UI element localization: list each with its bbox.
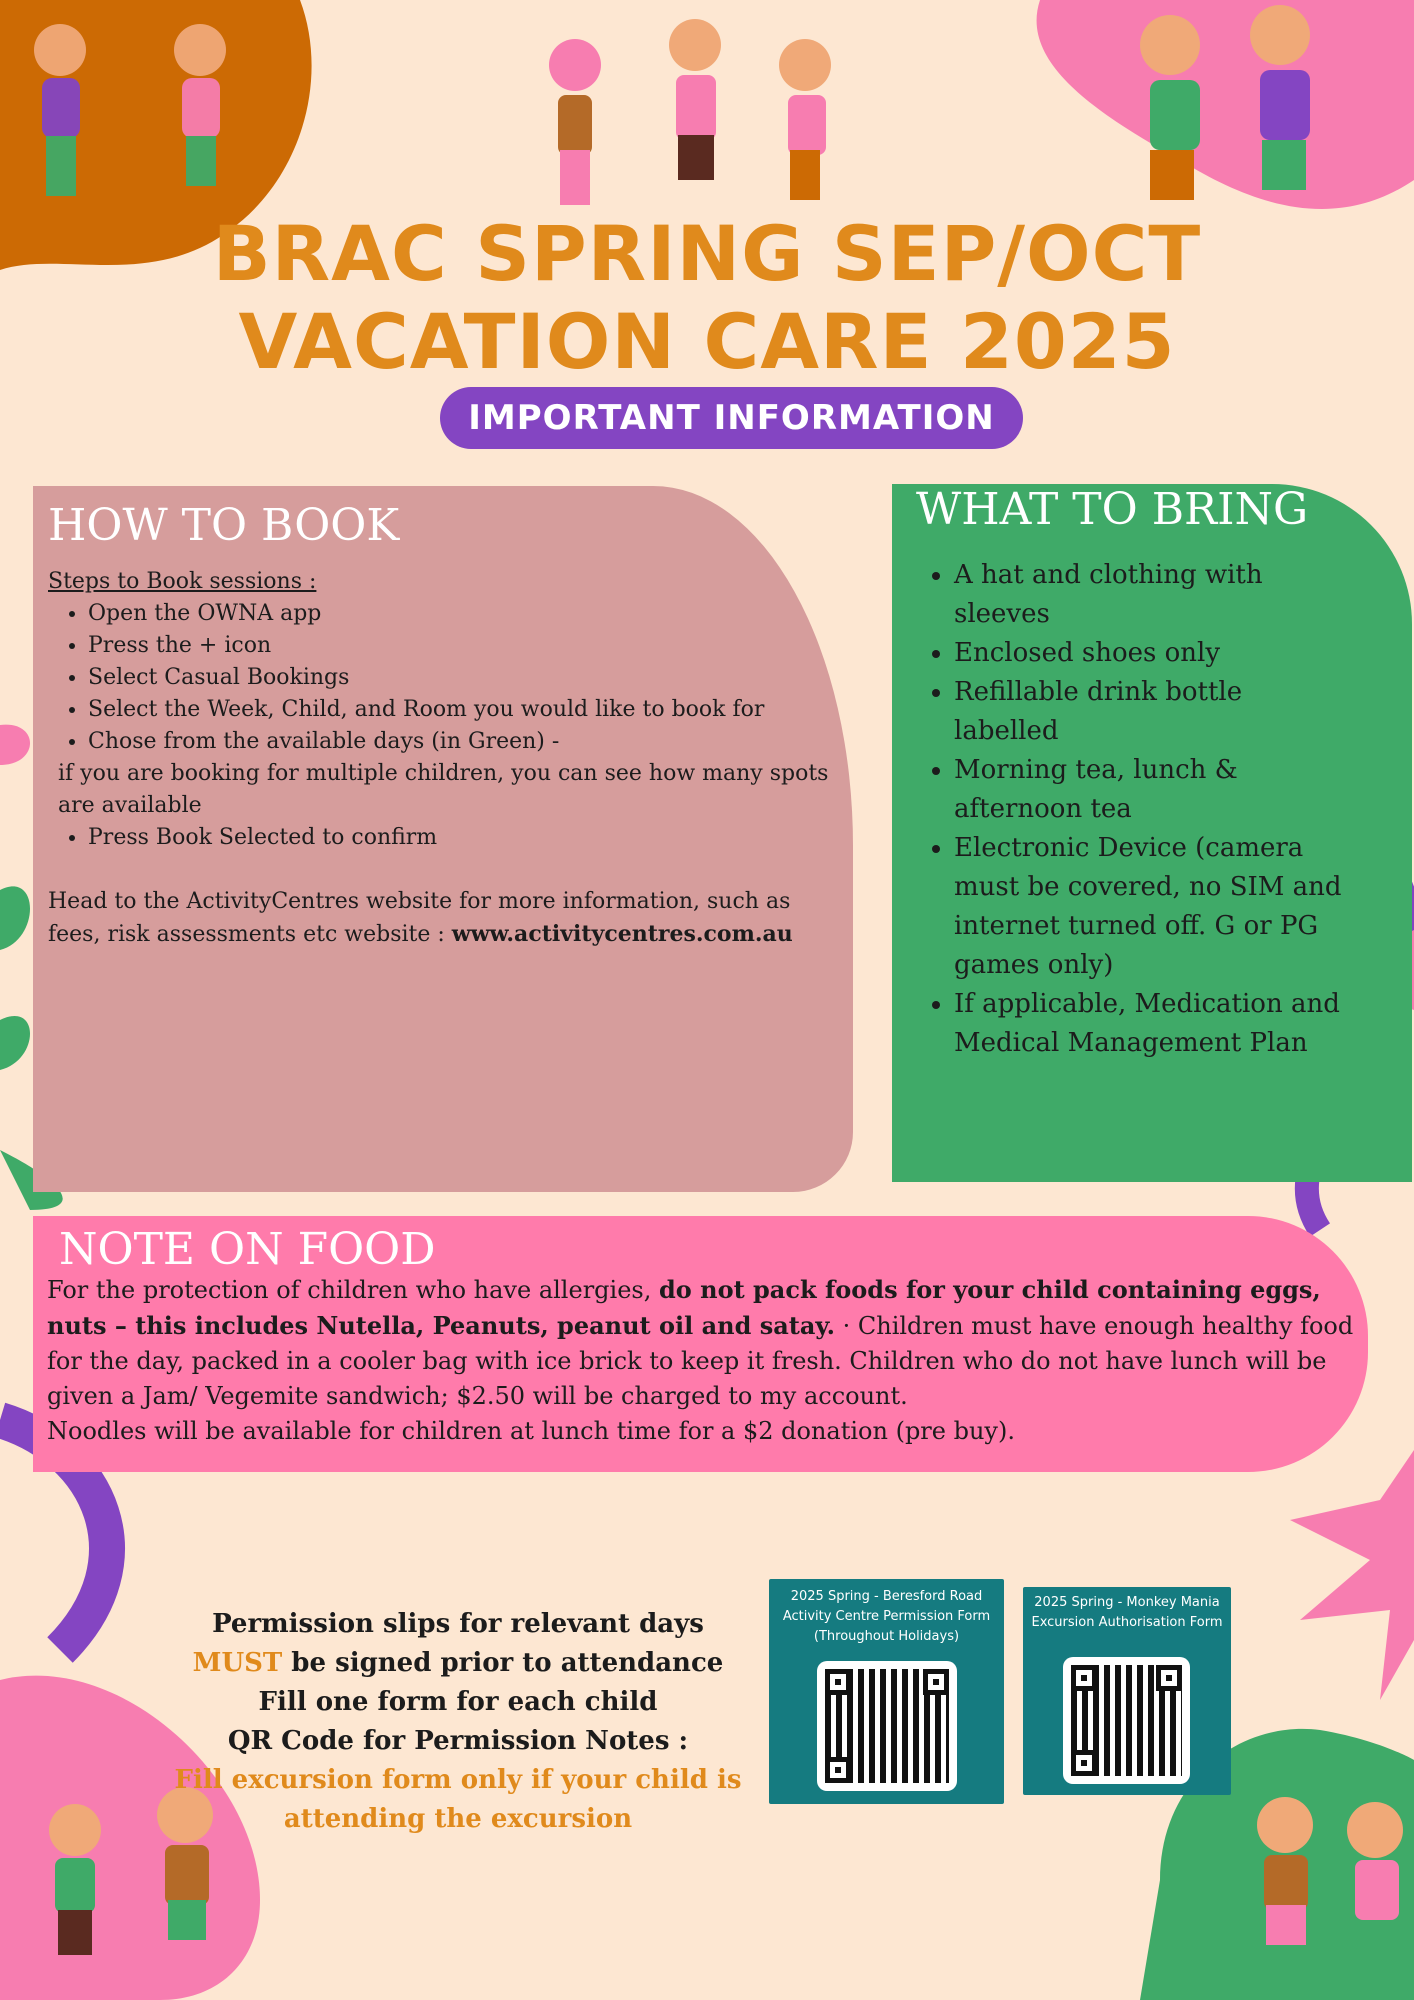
pink-blob-shape — [1037, 0, 1414, 209]
list-item: • Enclosed shoes only — [954, 634, 1354, 673]
allergy-warning: do not pack foods for your child containing eggs, nuts – this includes Nutella, Peanuts, peanut oil and satay. — [47, 1275, 1321, 1340]
list-item: • Select the Week, Child, and Room you would like to book for — [88, 694, 868, 726]
list-item: • Morning tea, lunch & afternoon tea — [954, 751, 1354, 829]
list-item: • Electronic Device (camera must be covered, no SIM and internet turned off. G or PG games only) — [954, 829, 1354, 985]
qr-card-permission-form[interactable] — [769, 1579, 1004, 1804]
qr-card-excursion-form[interactable] — [1023, 1587, 1231, 1795]
permission-line-4: QR Code for Permission Notes : — [227, 1726, 689, 1756]
note-on-food-panel — [33, 1216, 1368, 1472]
what-to-bring-panel — [892, 484, 1412, 1182]
what-to-bring-list — [922, 556, 1354, 1063]
note-on-food-heading: NOTE ON FOOD — [59, 1224, 436, 1275]
pink-star-shape — [1290, 1450, 1414, 1700]
multi-child-note: if you are booking for multiple children, you can see how many spots are available — [58, 761, 829, 818]
must-emphasis: MUST — [192, 1648, 283, 1678]
food-intro: For the protection of children who have allergies, — [47, 1276, 659, 1304]
note-on-food-body — [47, 1272, 1367, 1449]
qr-code-icon[interactable] — [1063, 1657, 1190, 1784]
list-item: • Press the + icon — [88, 630, 868, 662]
food-details: · Children must have enough healthy food for the day, packed in a cooler bag with ice brick to keep it fresh. Children who do not have lunch will be given a Jam/ Vegemite sandwich; $2.50 will be charged to my account. — [47, 1312, 1354, 1410]
list-item: • Chose from the available days (in Green) - — [88, 726, 868, 758]
more-info-text — [48, 886, 808, 951]
permission-line-3: Fill one form for each child — [258, 1687, 658, 1717]
permission-line-2 — [160, 1644, 756, 1683]
booking-steps-list — [48, 598, 868, 758]
title-line-1: BRAC SPRING SEP/OCT — [212, 209, 1202, 298]
pink-left-small-shape — [0, 725, 30, 765]
website-link[interactable]: www.activitycentres.com.au — [451, 921, 793, 947]
list-item: • Select Casual Bookings — [88, 662, 868, 694]
qr-code-icon[interactable] — [817, 1661, 957, 1791]
list-item: • Open the OWNA app — [88, 598, 868, 630]
final-step-list — [48, 822, 868, 854]
list-item: • Press Book Selected to confirm — [88, 822, 868, 854]
how-to-book-panel — [33, 486, 853, 1192]
qr-card-label: 2025 Spring - Monkey Mania Excursion Authorisation Form — [1031, 1595, 1223, 1630]
what-to-bring-heading: WHAT TO BRING — [916, 484, 1309, 535]
noodles-note: Noodles will be available for children at lunch time for a $2 donation (pre buy). — [47, 1417, 1015, 1445]
list-item: • Refillable drink bottle labelled — [954, 673, 1354, 751]
qr-card-label: 2025 Spring - Beresford Road Activity Centre Permission Form (Throughout Holidays) — [782, 1589, 991, 1644]
permission-slip-info — [160, 1605, 756, 1839]
permission-line-1: Permission slips for relevant days — [212, 1609, 704, 1639]
steps-title: Steps to Book sessions : — [48, 569, 317, 594]
more-info-lead: Head to the ActivityCentres website for more information, such as fees, risk assessments etc website : — [48, 889, 791, 947]
how-to-book-body — [48, 566, 868, 951]
list-item: • If applicable, Medication and Medical Management Plan — [954, 985, 1354, 1063]
permission-line-5: Fill excursion form only if your child is attending the excursion — [174, 1765, 742, 1834]
title-line-2: VACATION CARE 2025 — [238, 297, 1176, 386]
page-title — [180, 210, 1234, 386]
list-item: • A hat and clothing with sleeves — [954, 556, 1354, 634]
how-to-book-heading: HOW TO BOOK — [48, 500, 400, 551]
permission-line-2-rest: be signed prior to attendance — [282, 1648, 724, 1678]
children-illustration-top-center — [549, 19, 831, 205]
important-information-badge: IMPORTANT INFORMATION — [440, 387, 1023, 449]
